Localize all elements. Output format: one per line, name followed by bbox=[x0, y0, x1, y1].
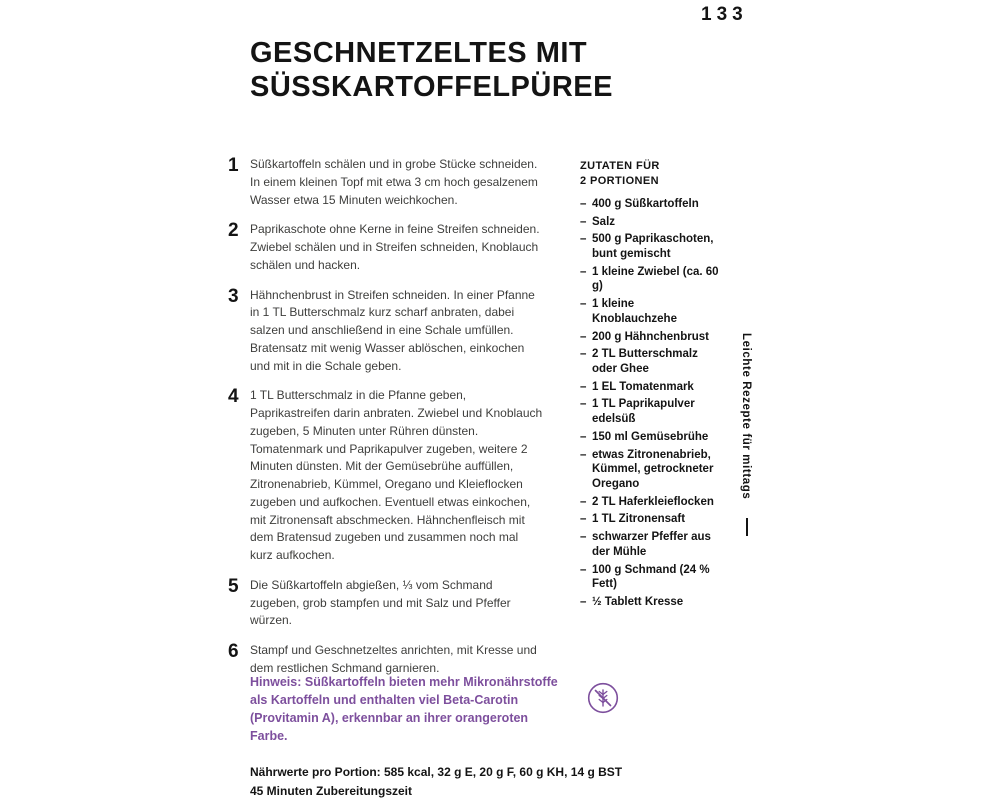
ingredient-text: Salz bbox=[592, 215, 616, 228]
step-item bbox=[228, 577, 544, 630]
ingredient-item bbox=[580, 397, 720, 426]
ingredients-heading-line1: ZUTATEN FÜR bbox=[580, 160, 660, 172]
ingredient-item bbox=[580, 430, 720, 445]
step-text: Hähnchenbrust in Streifen schneiden. In einer Pfanne in 1 TL Butterschmalz kurz scharf anbraten, dabei salzen und anschließend in eine Schale umfüllen. Bratensatz mit wenig Wasser ablöschen, einkochen und mit in die Schale geben. bbox=[250, 287, 535, 373]
recipe-title-line2: SÜSSKARTOFFELPÜREE bbox=[250, 70, 613, 103]
ingredient-dash: – bbox=[580, 265, 587, 278]
ingredient-item bbox=[580, 595, 720, 610]
step-text: Die Süßkartoffeln abgießen, ⅓ vom Schmand zugeben, grob stampfen und mit Salz und Pfeffer würzen. bbox=[250, 577, 511, 628]
ingredient-dash: – bbox=[580, 298, 587, 311]
ingredient-text: 1 kleine Zwiebel (ca. 60 g) bbox=[592, 265, 719, 293]
step-text: Paprikaschote ohne Kerne in feine Streifen schneiden. Zwiebel schälen und in Streifen schneiden, Knoblauch schälen und hacken. bbox=[250, 222, 540, 272]
ingredient-item bbox=[580, 495, 720, 510]
ingredient-text: 1 TL Zitronensaft bbox=[592, 513, 686, 526]
ingredient-dash: – bbox=[580, 233, 587, 246]
ingredient-dash: – bbox=[580, 380, 587, 393]
ingredient-dash: – bbox=[580, 197, 587, 210]
recipe-title-line1: GESCHNETZELTES MIT bbox=[250, 37, 588, 69]
chapter-label: Leichte Rezepte für mittags bbox=[740, 333, 752, 500]
ingredient-dash: – bbox=[580, 563, 587, 576]
ingredient-item bbox=[580, 215, 720, 230]
ingredient-text: 150 ml Gemüsebrühe bbox=[592, 430, 709, 443]
ingredient-item bbox=[580, 265, 720, 294]
ingredient-dash: – bbox=[580, 398, 587, 411]
step-item bbox=[228, 156, 544, 209]
step-number: 6 bbox=[228, 641, 239, 662]
step-text: Stampf und Geschnetzeltes anrichten, mit Kresse und dem restlichen Schmand garnieren. bbox=[250, 643, 537, 675]
ingredients-heading-line2: 2 PORTIONEN bbox=[580, 175, 659, 188]
step-number: 2 bbox=[228, 220, 239, 242]
ingredient-text: 1 TL Paprikapulver edelsüß bbox=[592, 398, 695, 426]
ingredient-item bbox=[580, 297, 720, 326]
step-item bbox=[228, 287, 544, 376]
ingredient-item bbox=[580, 347, 720, 376]
ingredient-item bbox=[580, 563, 720, 592]
ingredient-dash: – bbox=[580, 596, 587, 609]
ingredient-dash: – bbox=[580, 531, 587, 544]
ingredient-text: 1 kleine Knoblauchzehe bbox=[592, 298, 677, 325]
step-item bbox=[228, 221, 544, 274]
ingredient-dash: – bbox=[580, 430, 587, 443]
ingredient-text: 100 g Schmand (24 % Fett) bbox=[592, 563, 710, 591]
ingredient-dash: – bbox=[580, 495, 587, 508]
ingredient-item bbox=[580, 380, 720, 395]
step-number: 5 bbox=[228, 575, 239, 597]
step-item bbox=[228, 387, 544, 565]
ingredient-item bbox=[580, 448, 720, 492]
step-number: 1 bbox=[228, 155, 239, 176]
nutrition-values: Nährwerte pro Portion: 585 kcal, 32 g E, 20 g F, 60 g KH, 14 g BST bbox=[250, 765, 623, 779]
recipe-title bbox=[250, 37, 613, 105]
ingredient-text: ½ Tablett Kresse bbox=[592, 596, 684, 609]
step-number: 4 bbox=[228, 386, 239, 408]
ingredient-text: etwas Zitronenabrieb, Kümmel, getrockneter Oregano bbox=[592, 448, 714, 490]
ingredient-item bbox=[580, 197, 720, 212]
nutrition-block bbox=[250, 763, 622, 800]
step-number: 3 bbox=[228, 285, 239, 307]
ingredient-item bbox=[580, 232, 720, 261]
note-text: Hinweis: Süßkartoffeln bieten mehr Mikronährstoffe als Kartoffeln und enthalten viel Beta-Carotin (Provitamin A), erkennbar an ihrer orangeroten Farbe. bbox=[250, 675, 558, 744]
ingredient-text: schwarzer Pfeffer aus der Mühle bbox=[592, 531, 711, 558]
ingredient-dash: – bbox=[580, 330, 587, 343]
ingredient-text: 2 TL Butterschmalz oder Ghee bbox=[592, 348, 698, 375]
ingredients-heading bbox=[580, 159, 720, 190]
chapter-rule bbox=[746, 518, 748, 536]
ingredient-item bbox=[580, 330, 720, 345]
page-number: 133 bbox=[701, 4, 748, 25]
ingredient-text: 1 EL Tomatenmark bbox=[592, 380, 694, 393]
ingredient-item bbox=[580, 512, 720, 527]
ingredients-panel bbox=[580, 159, 720, 613]
ingredient-dash: – bbox=[580, 215, 587, 228]
ingredient-text: 400 g Süßkartoffeln bbox=[592, 197, 699, 210]
gluten-free-icon bbox=[585, 680, 621, 716]
ingredient-text: 2 TL Haferkleieflocken bbox=[592, 495, 714, 508]
prep-time: 45 Minuten Zubereitungszeit bbox=[250, 783, 413, 798]
steps-list bbox=[228, 156, 544, 690]
ingredient-dash: – bbox=[580, 448, 587, 461]
step-text: Süßkartoffeln schälen und in grobe Stücke schneiden. In einem kleinen Topf mit etwa 3 cm hoch gesalzenem Wasser etwa 15 Minuten weichkochen. bbox=[250, 157, 538, 207]
ingredient-dash: – bbox=[580, 513, 587, 526]
ingredient-item bbox=[580, 530, 720, 559]
ingredient-dash: – bbox=[580, 348, 587, 361]
ingredient-text: 200 g Hähnchenbrust bbox=[592, 330, 709, 343]
ingredient-text: 500 g Paprikaschoten, bunt gemischt bbox=[592, 233, 714, 260]
step-text: 1 TL Butterschmalz in die Pfanne geben, Paprikastreifen darin anbraten. Zwiebel und Knoblauch zugeben, 5 Minuten unter Rühren dünsten. Tomatenmark und Paprikapulver zugeben, weitere 2 Minuten dünsten. Mit der Gemüsebrühe auffüllen, Zitronenabrieb, Kümmel, Oregano und Kleieflocken zugeben und aufkochen. Eventuell etwas einkochen, mit Zitronensaft abschmecken. Hähnchenfleisch mit dem Bratensud zugeben und zusammen noch mal kurz aufkochen. bbox=[250, 388, 543, 562]
